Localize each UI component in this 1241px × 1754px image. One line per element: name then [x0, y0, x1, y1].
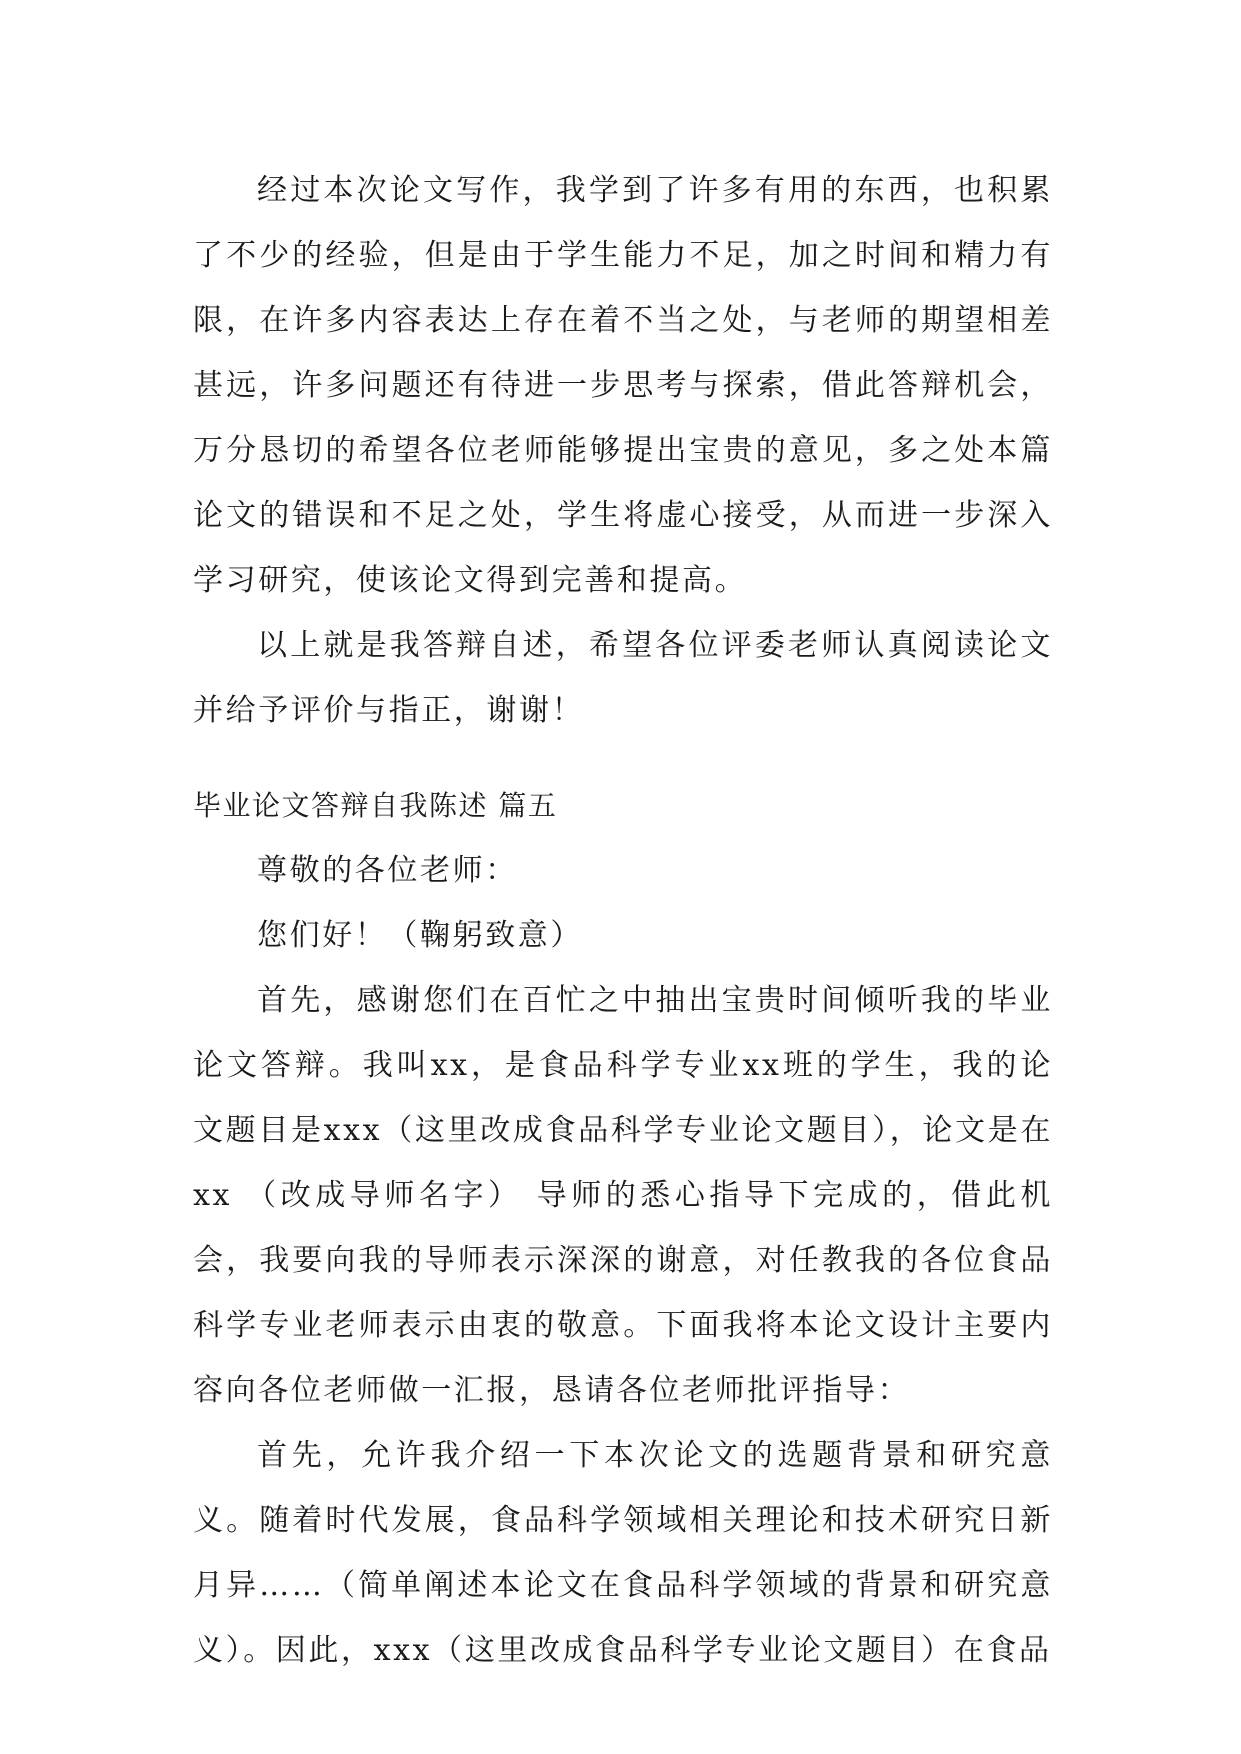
- paragraph-reflection: 经过本次论文写作，我学到了许多有用的东西，也积累了不少的经验，但是由于学生能力不足，加之时间和精力有限，在许多内容表达上存在着不当之处，与老师的期望相差甚远，许多问题还有待进一步思考与探索，借此答辩机会，万分恳切的希望各位老师能够提出宝贵的意见，多之处本篇论文的错误和不足之处，学生将虚心接受，从而进一步深入学习研究，使该论文得到完善和提高。: [193, 173, 1053, 598]
- section-heading: 毕业论文答辩自我陈述 篇五: [193, 789, 558, 822]
- paragraph-greeting: 您们好！（鞠躬致意）: [257, 918, 583, 953]
- document-body: [193, 158, 1053, 1683]
- paragraph-introduction: 首先，感谢您们在百忙之中抽出宝贵时间倾听我的毕业论文答辩。我叫xx，是食品科学专业xx班的学生，我的论文题目是xxx（这里改成食品科学专业论文题目），论文是在xx （改成导师名字） 导师的悉心指导下完成的，借此机会，我要向我的导师表示深深的谢意，对任教我的各位食品科学专业老师表示由衷的敬意。下面我将本论文设计主要内容向各位老师做一汇报，恳请各位老师批评指导：: [193, 983, 1053, 1408]
- paragraph-salutation: 尊敬的各位老师：: [257, 853, 518, 888]
- paragraph-background: 首先，允许我介绍一下本次论文的选题背景和研究意义。随着时代发展，食品科学领域相关理论和技术研究日新月异……（简单阐述本论文在食品科学领域的背景和研究意义）。因此，xxx（这里改成食品科学专业论文题目）在食品: [193, 1438, 1053, 1668]
- paragraph-closing: 以上就是我答辩自述，希望各位评委老师认真阅读论文并给予评价与指正，谢谢！: [193, 628, 1053, 728]
